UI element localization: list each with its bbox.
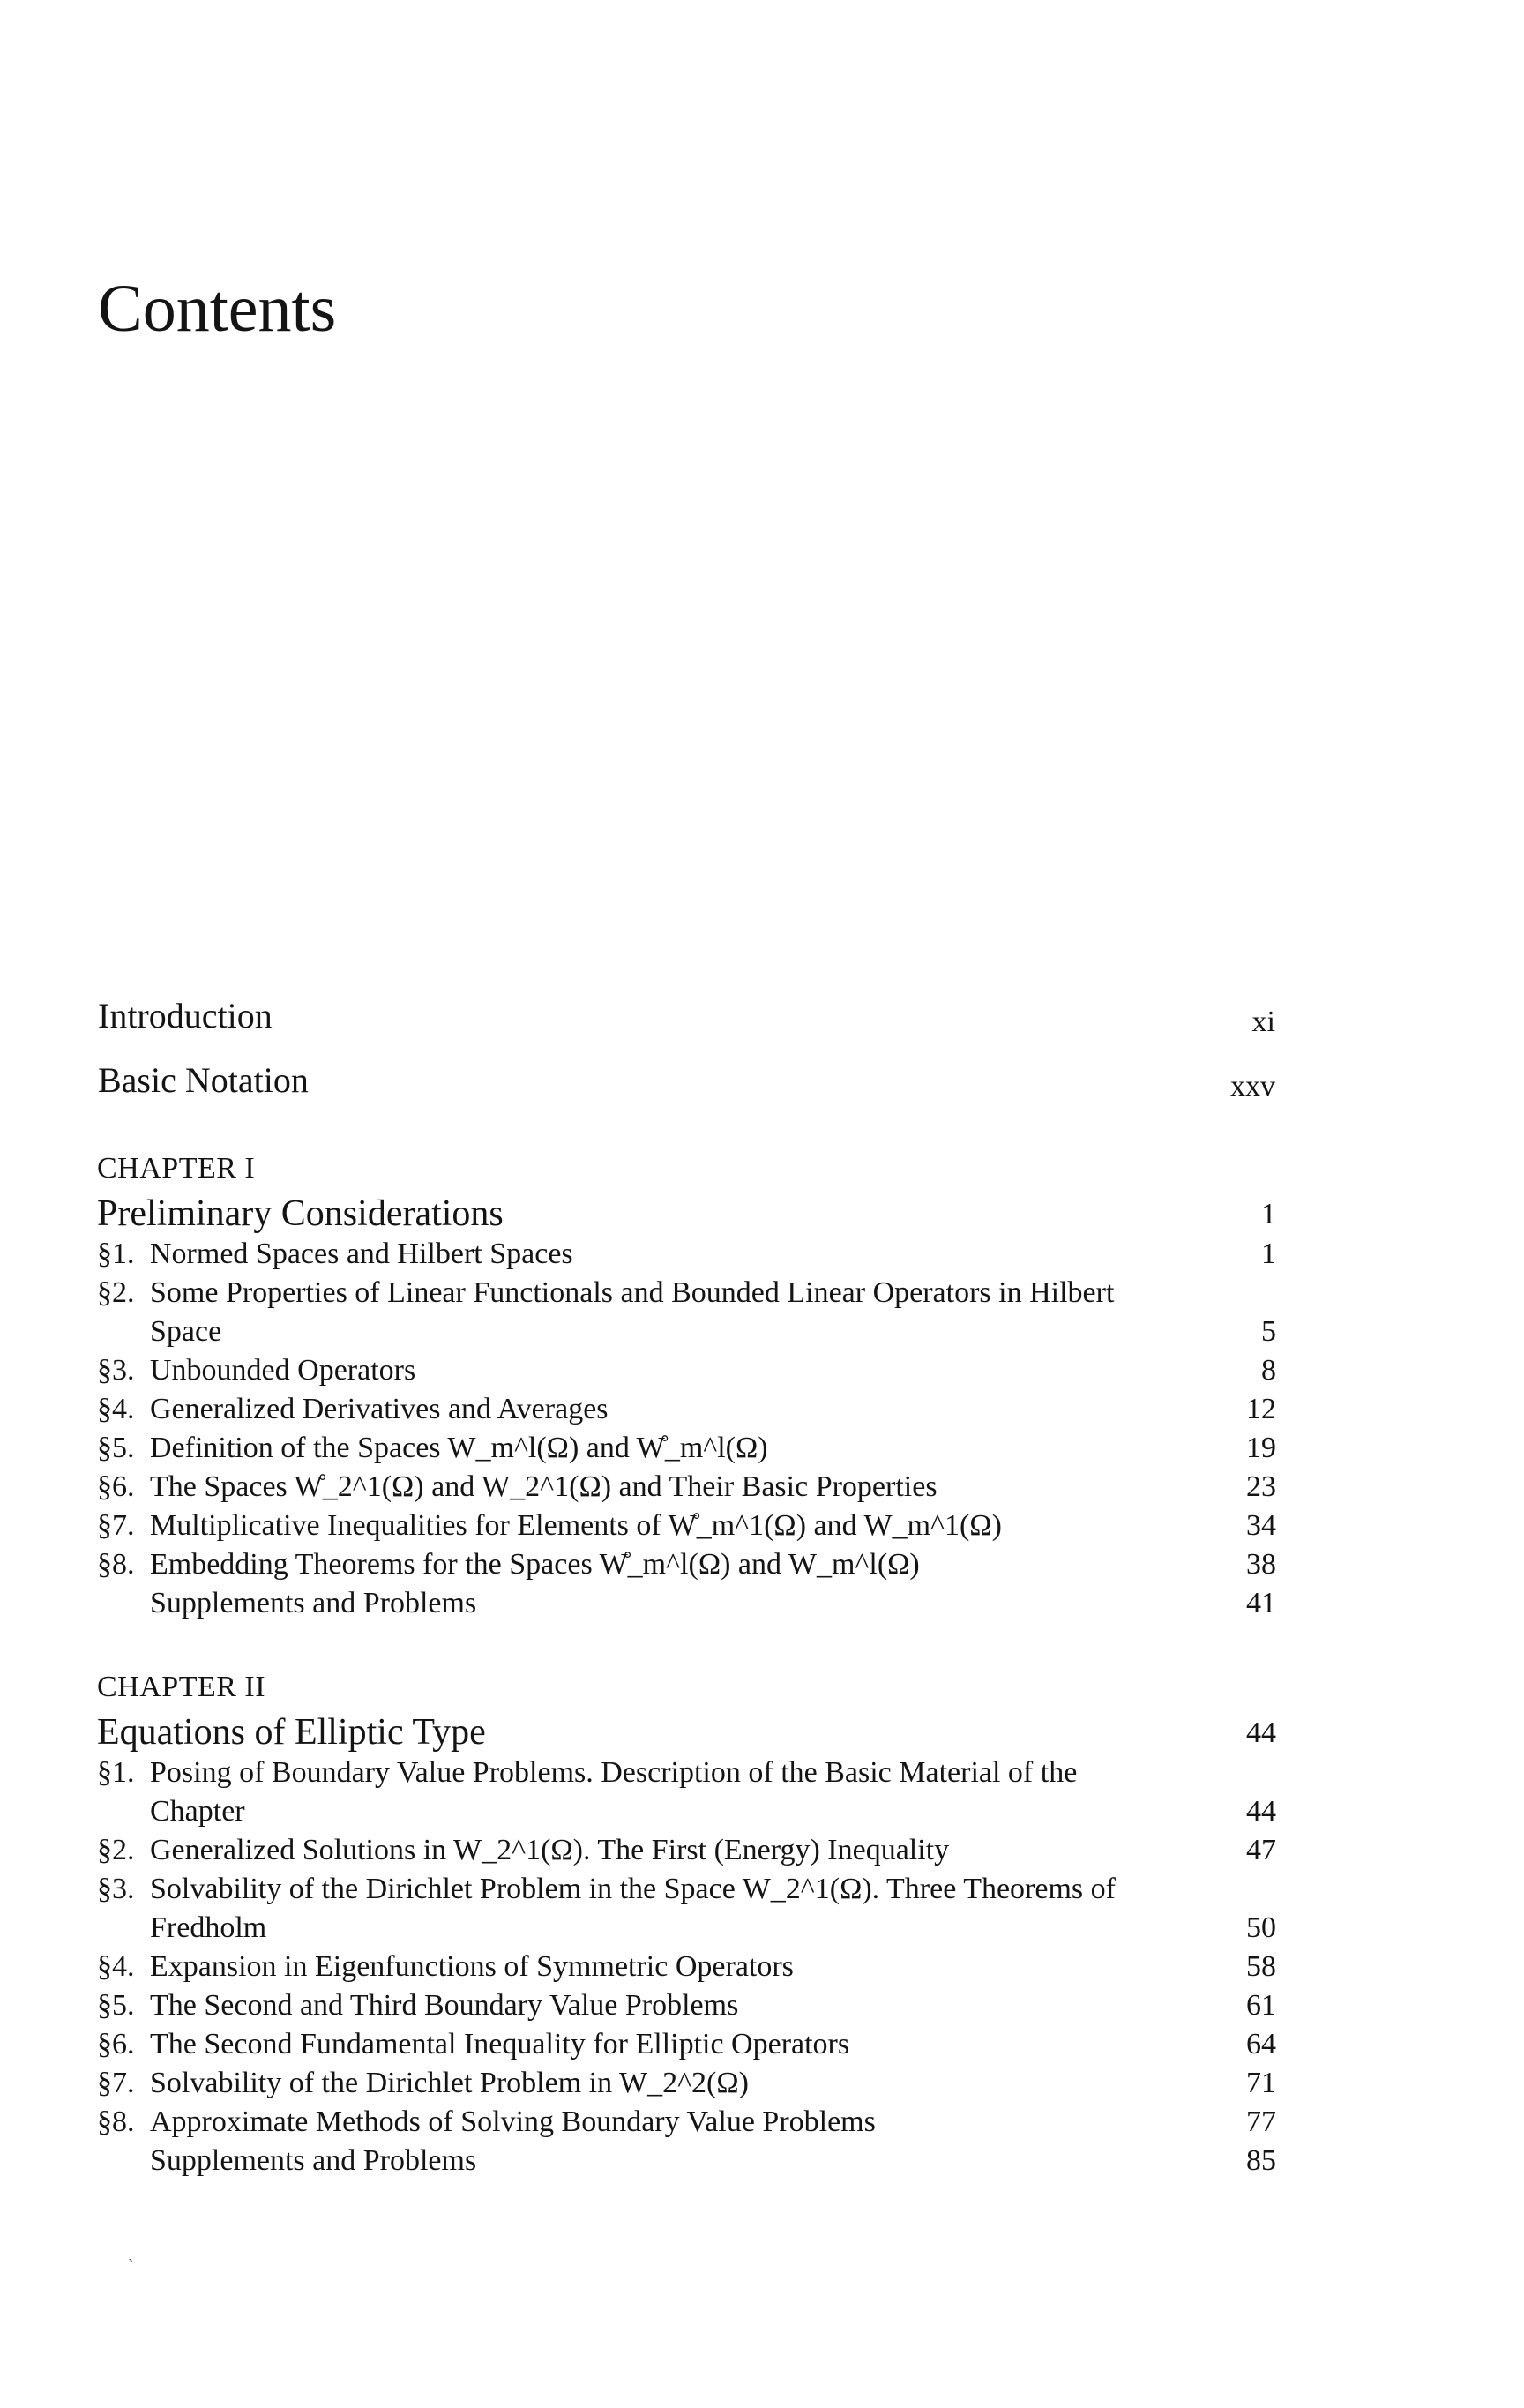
- page-number: xxv: [1230, 1070, 1275, 1103]
- stray-mark: `: [128, 2256, 134, 2276]
- section-number: §3.: [97, 1873, 135, 1905]
- entry-title: The Second and Third Boundary Value Problems: [150, 1989, 739, 2022]
- toc-entry-supplements[interactable]: [97, 1584, 1276, 1623]
- section-number: §7.: [97, 2067, 135, 2099]
- entry-title: Some Properties of Linear Functionals and Bounded Linear Operators in Hilbert Space: [150, 1276, 1115, 1348]
- toc-entry[interactable]: [97, 1831, 1276, 1870]
- entry-title: Definition of the Spaces W_m^l(Ω) and W̊_m^l(Ω): [150, 1432, 768, 1464]
- page-number: 50: [1246, 1911, 1276, 1944]
- toc-entry[interactable]: [97, 1235, 1276, 1274]
- entry-title: Multiplicative Inequalities for Elements of W̊_m^1(Ω) and W_m^1(Ω): [150, 1509, 1002, 1542]
- entry-title: Generalized Solutions in W_2^1(Ω). The First (Energy) Inequality: [150, 1834, 950, 1866]
- page-number: 23: [1246, 1470, 1276, 1503]
- front-title: Basic Notation: [98, 1060, 309, 1100]
- toc-entry[interactable]: [97, 1274, 1276, 1351]
- toc-entry[interactable]: [97, 1390, 1276, 1429]
- section-number: §4.: [97, 1393, 135, 1425]
- page-number: 41: [1246, 1587, 1276, 1619]
- toc-entry[interactable]: [97, 1986, 1276, 2025]
- page-number: 47: [1246, 1834, 1276, 1866]
- entry-title: Unbounded Operators: [150, 1354, 416, 1387]
- section-number: §8.: [97, 2105, 135, 2138]
- page-number: 77: [1246, 2105, 1276, 2138]
- section-number: §5.: [97, 1432, 135, 1464]
- chapter-title-row[interactable]: [97, 1193, 1276, 1235]
- toc-entry[interactable]: [97, 1870, 1276, 1948]
- toc-entry[interactable]: [97, 2103, 1276, 2142]
- section-number: §4.: [97, 1950, 135, 1983]
- page-number: 58: [1246, 1950, 1276, 1983]
- section-number: §1.: [97, 1238, 135, 1270]
- page-number: 1: [1261, 1198, 1276, 1230]
- toc-entry[interactable]: [97, 1507, 1276, 1545]
- entry-title: Expansion in Eigenfunctions of Symmetric Operators: [150, 1950, 794, 1983]
- toc-entry[interactable]: [97, 1545, 1276, 1584]
- page-number: 44: [1246, 1795, 1276, 1828]
- page-number: xi: [1251, 1006, 1275, 1038]
- section-number: §5.: [97, 1989, 135, 2022]
- section-number: §2.: [97, 1276, 135, 1309]
- front-title: Introduction: [98, 996, 273, 1036]
- entry-title: Supplements and Problems: [150, 2144, 477, 2177]
- entry-title: Embedding Theorems for the Spaces W̊_m^l(Ω) and W_m^l(Ω): [150, 1548, 920, 1581]
- entry-title: Generalized Derivatives and Averages: [150, 1393, 609, 1425]
- toc-front-basic-notation[interactable]: [98, 1060, 1275, 1103]
- page-title: Contents: [98, 272, 337, 346]
- section-number: §3.: [97, 1354, 135, 1387]
- entry-title: Normed Spaces and Hilbert Spaces: [150, 1238, 573, 1270]
- page-number: 44: [1246, 1716, 1276, 1749]
- chapter-label: CHAPTER II: [97, 1671, 266, 1703]
- entry-title: Approximate Methods of Solving Boundary Value Problems: [150, 2105, 876, 2138]
- page-number: 8: [1261, 1354, 1276, 1387]
- toc-entry[interactable]: [97, 1351, 1276, 1390]
- page-number: 1: [1261, 1238, 1276, 1270]
- entry-title: Solvability of the Dirichlet Problem in W_2^2(Ω): [150, 2067, 749, 2099]
- section-number: §6.: [97, 2028, 135, 2060]
- chapter-2: [97, 1672, 1276, 2180]
- page-number: 71: [1246, 2067, 1276, 2099]
- entry-title: The Spaces W̊_2^1(Ω) and W_2^1(Ω) and Their Basic Properties: [150, 1470, 938, 1503]
- chapter-label: CHAPTER I: [97, 1152, 256, 1185]
- chapter-title-row[interactable]: [97, 1711, 1276, 1754]
- toc-entry-supplements[interactable]: [97, 2142, 1276, 2180]
- page-number: 34: [1246, 1509, 1276, 1542]
- toc-entry[interactable]: [97, 1948, 1276, 1986]
- entry-title: The Second Fundamental Inequality for Elliptic Operators: [150, 2028, 850, 2060]
- page-number: 38: [1246, 1548, 1276, 1581]
- page-number: 19: [1246, 1432, 1276, 1464]
- section-number: §6.: [97, 1470, 135, 1503]
- section-number: §2.: [97, 1834, 135, 1866]
- page-number: 85: [1246, 2144, 1276, 2177]
- toc-entry[interactable]: [97, 1429, 1276, 1468]
- chapter-title: Preliminary Considerations: [97, 1193, 504, 1234]
- entry-title: Solvability of the Dirichlet Problem in the Space W_2^1(Ω). Three Theorems of Fredholm: [150, 1873, 1116, 1944]
- section-number: §7.: [97, 1509, 135, 1542]
- page-number: 64: [1246, 2028, 1276, 2060]
- toc-entry[interactable]: [97, 2064, 1276, 2103]
- toc-entry[interactable]: [97, 1754, 1276, 1831]
- section-number: §1.: [97, 1756, 135, 1789]
- page-number: 61: [1246, 1989, 1276, 2022]
- toc-front-introduction[interactable]: [98, 996, 1275, 1038]
- page-number: 5: [1261, 1315, 1276, 1348]
- section-number: §8.: [97, 1548, 135, 1581]
- toc-entry[interactable]: [97, 2025, 1276, 2064]
- toc-entry[interactable]: [97, 1468, 1276, 1507]
- chapter-title: Equations of Elliptic Type: [97, 1712, 486, 1753]
- page-number: 12: [1246, 1393, 1276, 1425]
- entry-title: Posing of Boundary Value Problems. Description of the Basic Material of the Chapter: [150, 1756, 1078, 1828]
- chapter-1: [97, 1154, 1276, 1623]
- entry-title: Supplements and Problems: [150, 1587, 477, 1619]
